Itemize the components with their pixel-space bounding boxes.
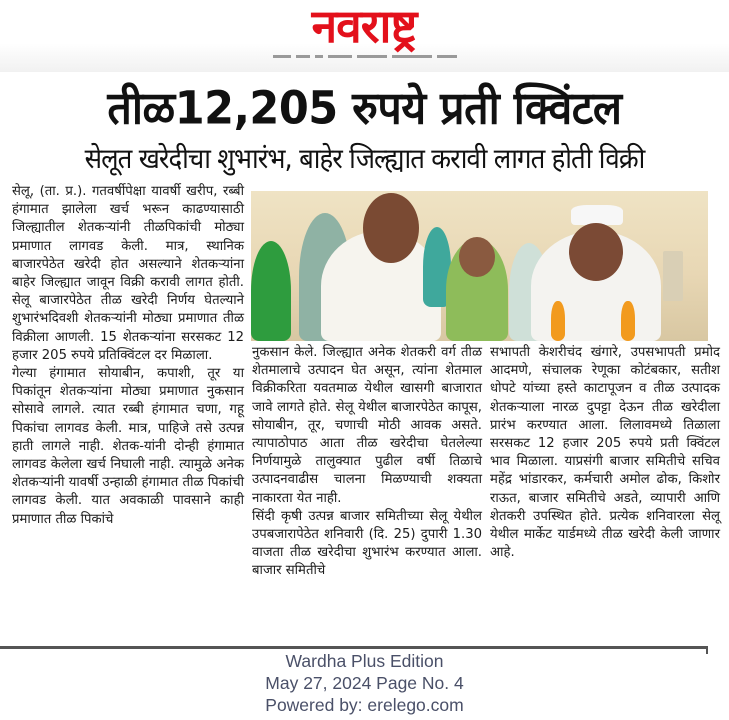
newspaper-logo: नवराष्ट्र	[311, 0, 417, 53]
edition-date-page: May 27, 2024 Page No. 4	[265, 673, 464, 693]
logo-tagline	[260, 54, 470, 60]
edition-name: Wardha Plus Edition	[285, 651, 444, 671]
article-paragraph: नुकसान केले. जिल्ह्यात अनेक शेतकरी वर्ग तीळ शेतमालाचे उत्पादन घेत असून, त्यांना शेतमाल विक्रीकरिता यवतमाळ येथील खासगी बाजारात जावे लागते होते. सेलू येथील बाजारपेठेत कापूस, सोयाबीन, तूर, चणाची मोठी आवक असते. त्यापाठोपाठ आता तीळ खरेदीचा घेतलेल्या निर्णयामुळे तालुक्यात पुढील वर्षी तिळाचे उत्पादनवाढीस चालना मिळण्याची शक्यता नाकारता येत नाही.	[252, 345, 482, 506]
edition-footer	[0, 650, 729, 716]
article-paragraph: सेलू, (ता. प्र.). गतवर्षीपेक्षा यावर्षी खरीप, रब्बी हंगामात झालेला खर्च भरून काढण्यासाठी जिल्ह्यातील शेतकऱ्यांनी तीळपिकांची मोठ्या प्रमाणात लागवड केली. मात्र, स्थानिक बाजारपेठेत खरेदी होत असल्याने शेतकऱ्यांना बाहेर जिल्ह्यात जावून विक्री करावी लागत होती. सेलू बाजारपेठेत तीळ खरेदी निर्णय घेतल्याने शुभारंभदिवशी शेतकऱ्यांनी मोठ्या प्रमाणात तीळ विक्रीला आणली. 15 शेतकऱ्यांना सरसकट 12 हजार 205 रुपये प्रतिक्विंटल दर मिळाला.	[12, 184, 244, 363]
masthead	[0, 0, 729, 72]
article-paragraph: सभापती केशरीचंद खंगारे, उपसभापती प्रमोद आदमणे, संचालक रेणूका कोटंबकार, सतीश धोपटे यांच्या हस्ते काटापूजन व तीळ उत्पादक शेतकऱ्याला नारळ दुपट्टा देऊन तीळ खरेदीला प्रारंभ करण्यात आला. लिलावमध्ये तिळाला सरसकट 12 हजार 205 रुपये प्रती क्विंटल भाव मिळाला. याप्रसंगी बाजार समितीचे सचिव महेंद्र भांडारकर, कर्मचारी अमोल ढोक, किशोर राऊत, बाजार समितीचे अडते, व्यापारी आणि शेतकरी उपस्थित होते. प्रत्येक शनिवारला सेलू येथील मार्केट यार्डमध्ये तीळ खरेदी केली जाणार आहे.	[490, 345, 720, 561]
powered-by-link[interactable]: Powered by: erelego.com	[265, 695, 464, 715]
article-paragraph: गेल्या हंगामात सोयाबीन, कपाशी, तूर या पिकांतून शेतकऱ्यांना मोठ्या प्रमाणात नुकसान सोसावे लागले. त्यात रब्बी हंगामात चणा, गहू पिकांचा लागवड केली. मात्र, पाहिजे तसे उत्पन्न हाती लागले नाही. शेतक-यांनी दोन्ही हंगामात लागवड केलेला खर्च निघाली नाही. त्यामुळे अनेक शेतकऱ्यांनी यावर्षी उन्हाळी हंगामात तीळ पिकांची लागवड केली. यात अवकाळी पावसाने काही प्रमाणात तीळ पिकांचे	[12, 366, 244, 527]
article-column-2	[252, 344, 482, 581]
article-photo	[251, 191, 708, 341]
headline: तीळ12,205 रुपये प्रती क्विंटल	[107, 82, 622, 136]
article-column-1	[12, 183, 244, 529]
footer-divider	[0, 646, 708, 649]
article-column-3	[490, 344, 720, 562]
article-paragraph: सिंदी कृषी उत्पन्न बाजार समितीच्या सेलू येथील उपबजारापेठेत शनिवारी (दि. 25) दुपारी 1.30 वाजता तीळ खरेदीचा शुभारंभ करण्यात आला. बाजार समितीचे	[252, 508, 482, 579]
subheadline: सेलूत खरेदीचा शुभारंभ, बाहेर जिल्ह्यात करावी लागत होती विक्री	[84, 142, 645, 175]
